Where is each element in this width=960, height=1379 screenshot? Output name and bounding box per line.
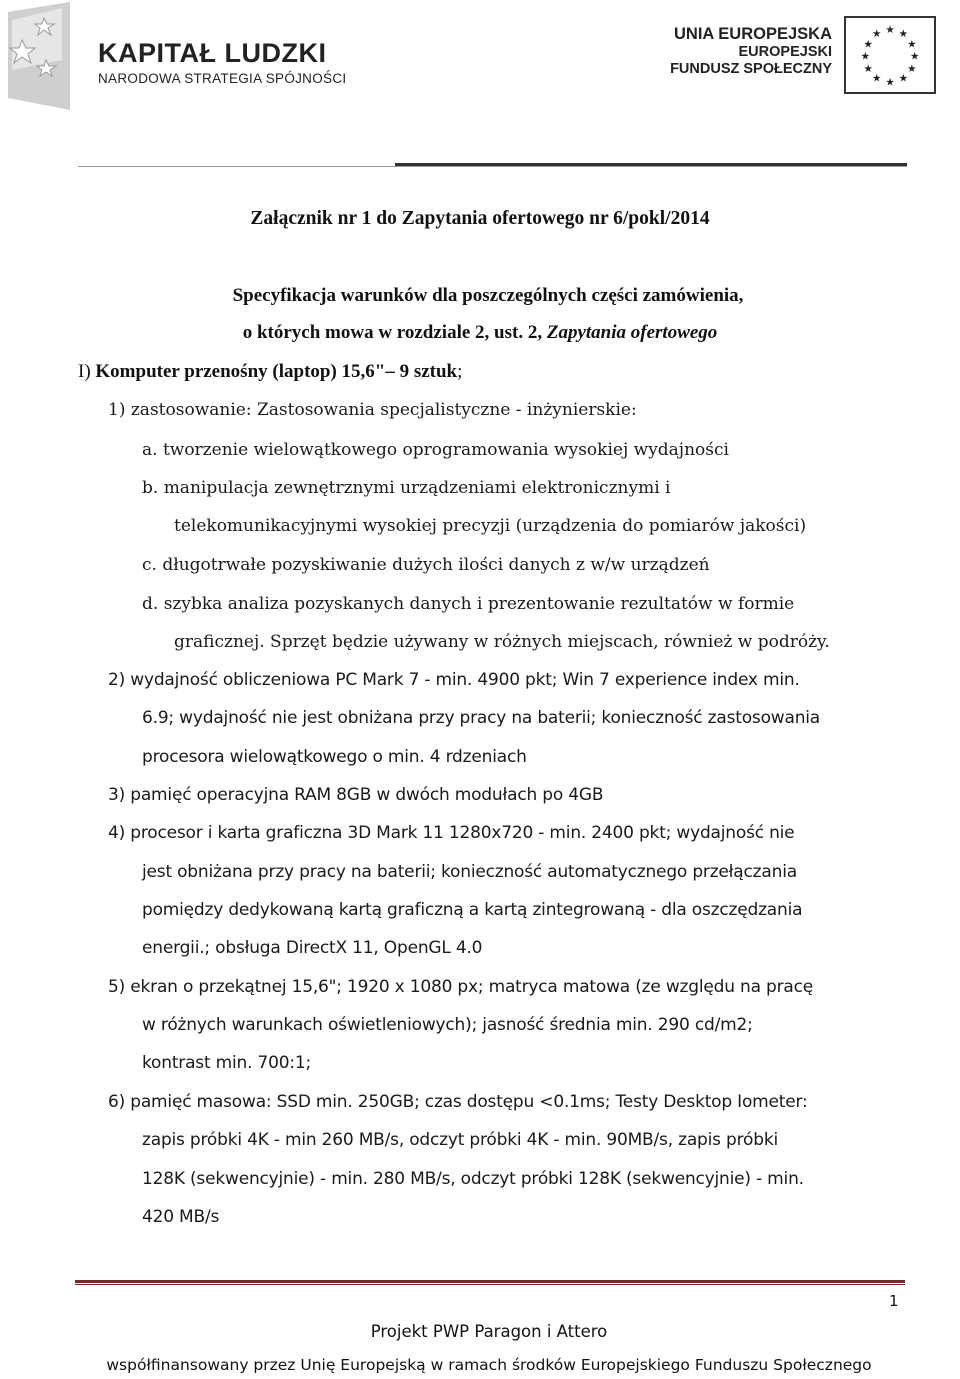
item-2-line-1: 2) wydajność obliczeniowa PC Mark 7 - min. 4900 pkt; Win 7 experience index min. xyxy=(108,670,800,690)
section-heading xyxy=(78,361,462,383)
page-number: 1 xyxy=(889,1292,899,1310)
kapital-ludzki-subtitle: NARODOWA STRATEGIA SPÓJNOŚCI xyxy=(98,71,347,86)
svg-text:★: ★ xyxy=(872,27,882,40)
item-5-line-3: kontrast min. 700:1; xyxy=(142,1053,311,1073)
eu-line-1: UNIA EUROPEJSKA xyxy=(674,25,832,43)
eu-line-2: EUROPEJSKI xyxy=(738,44,832,60)
item-2-line-2: 6.9; wydajność nie jest obniżana przy pracy na baterii; konieczność zastosowania xyxy=(142,708,821,728)
svg-text:★: ★ xyxy=(872,72,882,85)
spec-heading-line-2-text: o których mowa w rozdziale 2, ust. 2, xyxy=(242,322,547,343)
svg-text:★: ★ xyxy=(909,50,920,63)
eu-flag-icon xyxy=(844,16,936,94)
item-6-line-4: 420 MB/s xyxy=(142,1207,220,1227)
item-4-line-1: 4) procesor i karta graficzna 3D Mark 11 1280x720 - min. 2400 pkt; wydajność nie xyxy=(108,823,795,843)
spec-heading-line-2 xyxy=(0,322,960,344)
svg-text:★: ★ xyxy=(885,76,895,89)
header-divider-thin xyxy=(78,166,907,167)
eu-fund-text xyxy=(670,25,832,78)
item-5-line-1: 5) ekran o przekątnej 15,6"; 1920 x 1080 px; matryca matowa (ze względu na pracę xyxy=(108,977,813,997)
item-6-line-3: 128K (sekwencyjnie) - min. 280 MB/s, odczyt próbki 128K (sekwencyjnie) - min. xyxy=(142,1169,804,1189)
item-2-line-3: procesora wielowątkowego o min. 4 rdzeniach xyxy=(142,747,527,767)
svg-text:★: ★ xyxy=(907,63,917,76)
svg-text:★: ★ xyxy=(863,38,873,51)
eu-line-3: FUNDUSZ SPOŁECZNY xyxy=(670,61,832,77)
svg-text:★: ★ xyxy=(898,27,908,40)
footer-project: Projekt PWP Paragon i Attero xyxy=(370,1322,608,1341)
subitem-d-line-2: graficznej. Sprzęt będzie używany w różnych miejscach, również w podróży. xyxy=(174,632,830,652)
subitem-b-line-1: b. manipulacja zewnętrznymi urządzeniami elektronicznymi i xyxy=(142,478,671,498)
item-3: 3) pamięć operacyjna RAM 8GB w dwóch modułach po 4GB xyxy=(108,785,604,805)
item-4-line-2: jest obniżana przy pracy na baterii; konieczność automatycznego przełączania xyxy=(142,862,797,882)
spec-heading-line-1: Specyfikacja warunków dla poszczególnych części zamówienia, xyxy=(232,285,744,306)
item-6-line-1: 6) pamięć masowa: SSD min. 250GB; czas dostępu <0.1ms; Testy Desktop Iometer: xyxy=(108,1092,808,1112)
svg-text:★: ★ xyxy=(860,50,871,63)
subitem-c: c. długotrwałe pozyskiwanie dużych ilości danych z w/w urządzeń xyxy=(142,555,710,575)
section-title: Komputer przenośny (laptop) 15,6"– 9 sztuk xyxy=(95,361,458,382)
footer-cofinanced: współfinansowany przez Unię Europejską w ramach środków Europejskiego Funduszu Społecznego xyxy=(106,1356,872,1374)
kapital-ludzki-title: KAPITAŁ LUDZKI xyxy=(98,38,327,68)
document-title: Załącznik nr 1 do Zapytania ofertowego nr 6/pokl/2014 xyxy=(250,208,710,229)
svg-text:★: ★ xyxy=(907,38,917,51)
section-suffix: ; xyxy=(457,361,463,382)
svg-text:★: ★ xyxy=(885,24,895,37)
item-4-line-3: pomiędzy dedykowaną kartą graficzną a kartą zintegrowaną - dla oszczędzania xyxy=(142,900,803,920)
subitem-d-line-1: d. szybka analiza pozyskanych danych i prezentowanie rezultatów w formie xyxy=(142,594,795,614)
footer-divider-thin xyxy=(75,1284,905,1285)
section-number: I) xyxy=(78,361,96,382)
item-5-line-2: w różnych warunkach oświetleniowych); jasność średnia min. 290 cd/m2; xyxy=(142,1015,753,1035)
subitem-b-line-2: telekomunikacyjnymi wysokiej precyzji (urządzenia do pomiarów jakości) xyxy=(174,516,807,536)
item-4-line-4: energii.; obsługa DirectX 11, OpenGL 4.0 xyxy=(142,938,483,958)
spec-heading-line-2-italic: Zapytania ofertowego xyxy=(546,322,718,343)
subitem-a: a. tworzenie wielowątkowego oprogramowania wysokiej wydajności xyxy=(142,440,729,460)
item-6-line-2: zapis próbki 4K - min 260 MB/s, odczyt próbki 4K - min. 90MB/s, zapis próbki xyxy=(142,1130,778,1150)
svg-text:★: ★ xyxy=(863,63,873,76)
svg-text:★: ★ xyxy=(898,72,908,85)
footer-divider xyxy=(75,1280,905,1283)
item-1: 1) zastosowanie: Zastosowania specjalistyczne - inżynierskie: xyxy=(108,400,637,420)
